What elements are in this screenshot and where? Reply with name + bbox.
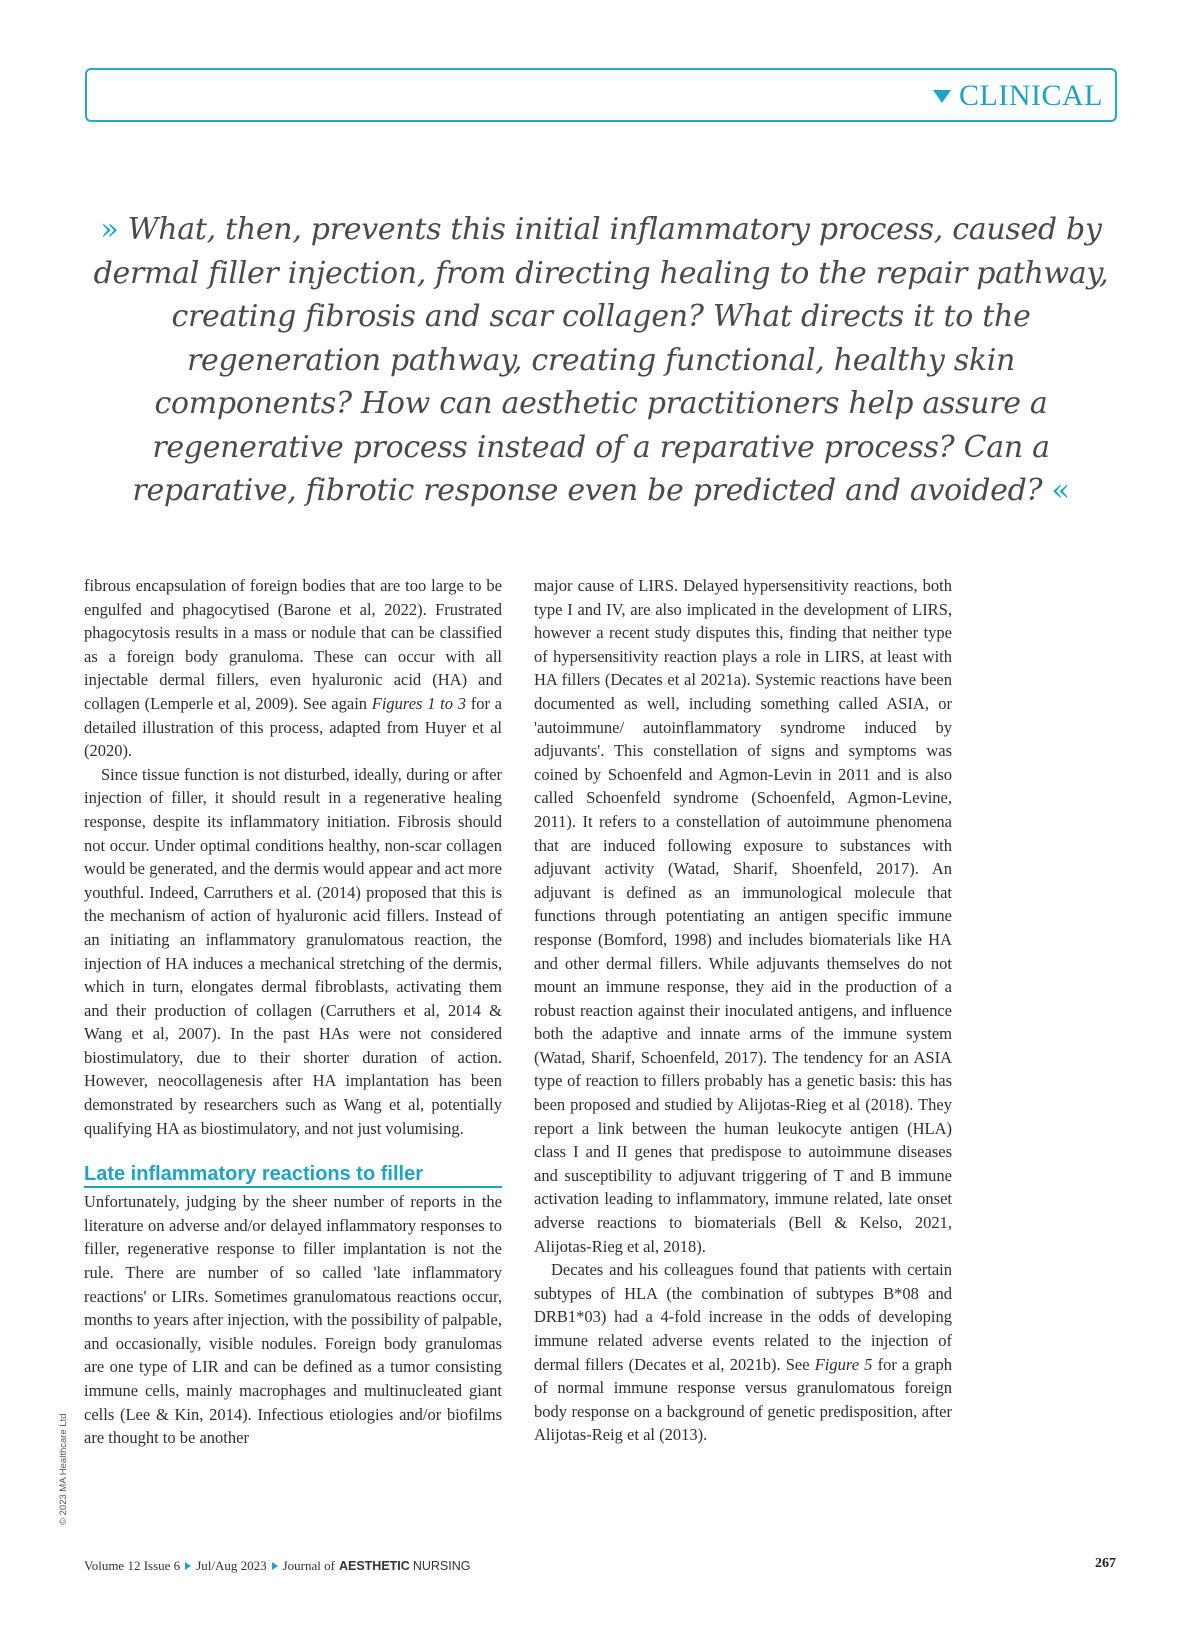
paragraph: Since tissue function is not disturbed, ideally, during or after injection of filler, it should result in a regenerative healing response, despite its inflammatory initiation. Fibrosis should not occur. Under optimal conditions healthy, non-scar collagen would be generated, and the dermis would appear and act more youthful. Indeed, Carruthers et al. (2014) proposed that this is the mechanism of action of hyaluronic acid fillers. Instead of an initiating an inflammatory granulomatous reaction, the injection of HA induces a mechanical stretching of the dermis, which in turn, elongates dermal fibroblasts, activating them and their production of collagen (Carruthers et al, 2014 & Wang et al, 2007). In the past HAs were not considered biostimulatory, due to their shorter duration of action. However, neocollagenesis after HA implantation has been demonstrated by researchers such as Wang et al, potentially qualifying HA as biostimulatory, and not just volumising.: [84, 764, 502, 1138]
paragraph: [84, 574, 502, 763]
footer-journal-suffix: NURSING: [412, 1559, 471, 1573]
paragraph: [534, 1258, 952, 1447]
paragraph-text: fibrous encapsulation of foreign bodies that are too large to be engulfed and phagocytised (Barone et al, 2022). Frustrated phagocytosis results in a mass or nodule that can be classified as a foreign body granuloma. These can occur with all injectable dermal fillers, even hyaluronic acid (HA) and collagen (Lemperle et al, 2009). See again: [84, 576, 502, 713]
section-subheading: Late inflammatory reactions to filler: [84, 1162, 502, 1188]
footer-date: Jul/Aug 2023: [196, 1558, 267, 1573]
paragraph-text: Decates and his colleagues found that patients with certain subtypes of HLA (the combination of subtypes B*08 and DRB1*03) had a 4-fold increase in the odds of developing immune related adverse events related to the injection of dermal fillers (Decates et al, 2021b). See: [534, 1260, 952, 1374]
paragraph-text: for a graph of normal immune response versus granulomatous foreign body response on a background of genetic predisposition, after Alijotas-Reig et al (2013).: [534, 1354, 953, 1445]
triangle-right-icon: [272, 1562, 278, 1570]
right-column: [534, 574, 952, 1447]
figure-reference: Figures 1 to 3: [371, 693, 466, 713]
footer-journal-prefix: Journal of: [282, 1558, 335, 1573]
close-quote-mark: «: [1051, 473, 1070, 508]
section-header-box: [85, 68, 1117, 122]
pull-quote-text: What, then, prevents this initial inflammatory process, caused by dermal filler injection, from directing healing to the repair pathway, creating fibrosis and scar collagen? What directs it to the regeneration pathway, creating functional, healthy skin components? How can aesthetic practitioners help assure a regenerative process instead of a reparative process? Can a reparative, fibrotic response even be predicted and avoided?: [93, 212, 1109, 508]
footer-volume: Volume 12 Issue 6: [84, 1558, 181, 1573]
left-column: [84, 574, 502, 1450]
open-quote-mark: »: [100, 212, 119, 247]
section-label-text: CLINICAL: [959, 79, 1103, 112]
paragraph: major cause of LIRS. Delayed hypersensitivity reactions, both type I and IV, are also implicated in the development of LIRS, however a recent study disputes this, finding that neither type of hypersensitivity reaction plays a role in LIRS, at least with HA fillers (Decates et al 2021a). Systemic reactions have been documented as well, including something called ASIA, or 'autoimmune/ autoinflammatory syndrome induced by adjuvants'. This constellation of signs and symptoms was coined by Schoenfeld and Agmon-Levin in 2011 and is also called Schoenfeld syndrome (Schoenfeld, Agmon-Levine, 2011). It refers to a constellation of autoimmune phenomena that are induced following exposure to substances with adjuvant activity (Watad, Sharif, Shoenfeld, 2017). An adjuvant is defined as an immunological molecule that functions through potentiating an antigen specific immune response (Bomford, 1998) and includes biomaterials like HA and other dermal fillers. While adjuvants themselves do not mount an immune response, they aid in the production of a robust reaction against their inoculated antigens, and influence both the adaptive and innate arms of the immune system (Watad, Sharif, Schoenfeld, 2017). The tendency for an ASIA type of reaction to fillers probably has a genetic basis: this has been proposed and studied by Alijotas-Rieg et al (2018). They report a link between the human leukocyte antigen (HLA) class I and II genes that predispose to autoimmune diseases and susceptibility to adjuvant triggering of T and B immune activation leading to inflammatory, immune related, late onset adverse reactions to biomaterials (Bell & Kelso, 2021, Alijotas-Rieg et al, 2018).: [534, 576, 952, 1256]
paragraph-text: for a detailed illustration of this process, adapted from Huyer et al (2020).: [84, 693, 502, 761]
triangle-right-icon: [185, 1562, 191, 1570]
copyright-notice: © 2023 MA Healthcare Ltd: [58, 1413, 69, 1525]
pull-quote: [90, 208, 1112, 513]
section-label: [933, 79, 1103, 113]
figure-reference: Figure 5: [814, 1354, 873, 1374]
footer-journal-brand: AESTHETIC: [338, 1559, 410, 1573]
paragraph: Unfortunately, judging by the sheer number of reports in the literature on adverse and/or delayed inflammatory responses to filler, regenerative response to filler implantation is not the rule. There are number of so called 'late inflammatory reactions' or LIRs. Sometimes granulomatous reactions occur, months to years after injection, with the possibility of palpable, and occasionally, visible nodules. Foreign body granulomas are one type of LIR and can be defined as a tumor consisting immune cells, mainly macrophages and multinucleated giant cells (Lee & Kin, 2014). Infectious etiologies and/or biofilms are thought to be another: [84, 1192, 502, 1448]
footer: [84, 1558, 470, 1574]
triangle-down-icon: [933, 90, 951, 103]
page-number: 267: [1095, 1556, 1116, 1571]
